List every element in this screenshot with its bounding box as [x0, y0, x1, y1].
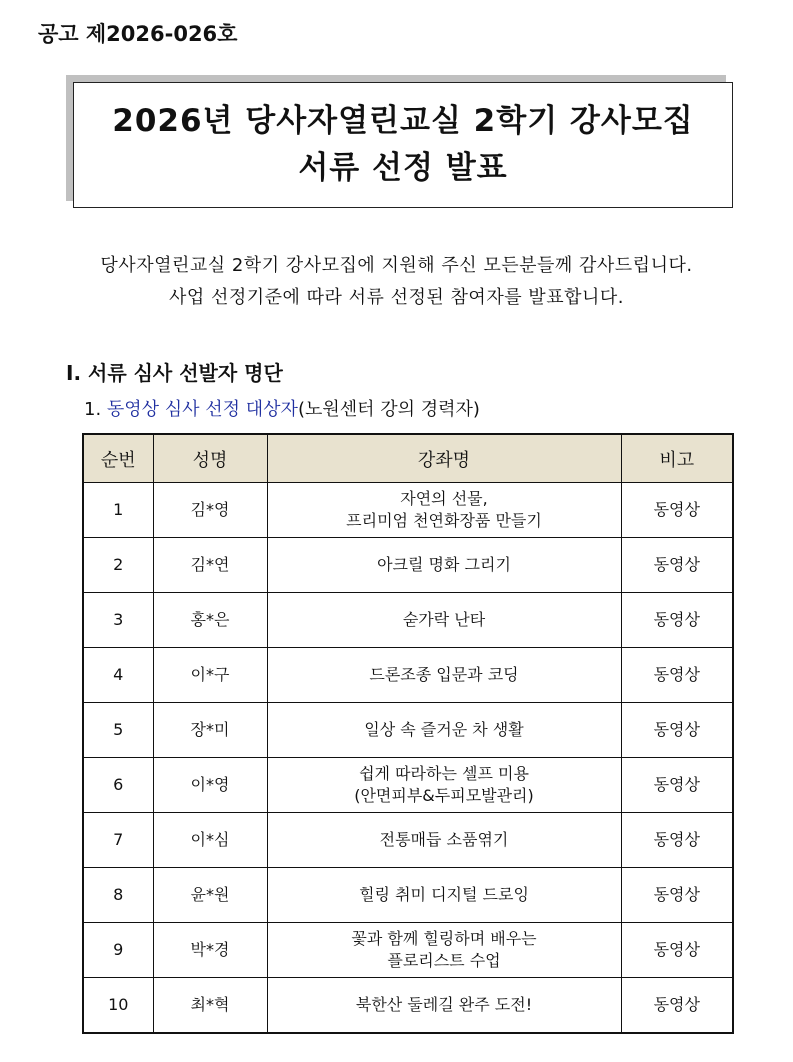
row-note: 동영상 — [621, 538, 733, 593]
sub-section-title — [84, 395, 480, 421]
table-row — [83, 813, 733, 868]
row-name: 이*심 — [153, 813, 267, 868]
row-lecture: 드론조종 입문과 코딩 — [267, 648, 621, 703]
row-note: 동영상 — [621, 868, 733, 923]
title-line-2: 서류 선정 발표 — [298, 150, 508, 186]
row-name: 홍*은 — [153, 593, 267, 648]
row-number: 4 — [83, 648, 153, 703]
row-note: 동영상 — [621, 978, 733, 1034]
table-row — [83, 703, 733, 758]
row-note: 동영상 — [621, 593, 733, 648]
row-name: 이*영 — [153, 758, 267, 813]
row-number: 1 — [83, 483, 153, 538]
row-name: 김*연 — [153, 538, 267, 593]
row-note: 동영상 — [621, 923, 733, 978]
table-header-row — [83, 434, 733, 483]
sub-section-highlight: 동영상 심사 선정 대상자 — [106, 399, 298, 420]
row-name: 김*영 — [153, 483, 267, 538]
table-row — [83, 593, 733, 648]
row-lecture: 일상 속 즐거운 차 생활 — [267, 703, 621, 758]
header-name: 성명 — [153, 434, 267, 483]
row-name: 박*경 — [153, 923, 267, 978]
row-lecture: 숟가락 난타 — [267, 593, 621, 648]
intro-line-2: 사업 선정기준에 따라 서류 선정된 참여자를 발표합니다. — [169, 287, 624, 308]
row-note: 동영상 — [621, 758, 733, 813]
row-lecture: 북한산 둘레길 완주 도전! — [267, 978, 621, 1034]
table-row — [83, 483, 733, 538]
section-title: Ⅰ. 서류 심사 선발자 명단 — [66, 361, 283, 385]
header-number: 순번 — [83, 434, 153, 483]
table-row — [83, 648, 733, 703]
header-note: 비고 — [621, 434, 733, 483]
table-row — [83, 923, 733, 978]
row-name: 최*혁 — [153, 978, 267, 1034]
row-lecture: 쉽게 따라하는 셀프 미용 (안면피부&두피모발관리) — [267, 758, 621, 813]
intro-line-1: 당사자열린교실 2학기 강사모집에 지원해 주신 모든분들께 감사드립니다. — [100, 255, 693, 276]
row-number: 2 — [83, 538, 153, 593]
title-line-1: 2026년 당사자열린교실 2학기 강사모집 — [112, 103, 694, 139]
table-row — [83, 758, 733, 813]
row-note: 동영상 — [621, 703, 733, 758]
table-row — [83, 978, 733, 1034]
row-number: 7 — [83, 813, 153, 868]
title-box — [73, 82, 733, 208]
row-number: 3 — [83, 593, 153, 648]
row-number: 5 — [83, 703, 153, 758]
row-note: 동영상 — [621, 483, 733, 538]
table-row — [83, 538, 733, 593]
table-row — [83, 868, 733, 923]
row-number: 9 — [83, 923, 153, 978]
row-number: 10 — [83, 978, 153, 1034]
row-name: 윤*원 — [153, 868, 267, 923]
row-note: 동영상 — [621, 813, 733, 868]
row-lecture: 힐링 취미 디지털 드로잉 — [267, 868, 621, 923]
row-number: 6 — [83, 758, 153, 813]
row-number: 8 — [83, 868, 153, 923]
intro-text — [0, 250, 793, 314]
header-lecture: 강좌명 — [267, 434, 621, 483]
row-lecture: 꽃과 함께 힐링하며 배우는 플로리스트 수업 — [267, 923, 621, 978]
selection-table — [82, 433, 734, 1034]
sub-section-number: 1. — [84, 399, 107, 420]
sub-section-suffix: (노원센터 강의 경력자) — [297, 399, 480, 420]
row-note: 동영상 — [621, 648, 733, 703]
row-lecture: 전통매듭 소품엮기 — [267, 813, 621, 868]
row-name: 이*구 — [153, 648, 267, 703]
row-name: 장*미 — [153, 703, 267, 758]
row-lecture: 아크릴 명화 그리기 — [267, 538, 621, 593]
notice-number: 공고 제2026-026호 — [38, 22, 238, 46]
row-lecture: 자연의 선물, 프리미엄 천연화장품 만들기 — [267, 483, 621, 538]
